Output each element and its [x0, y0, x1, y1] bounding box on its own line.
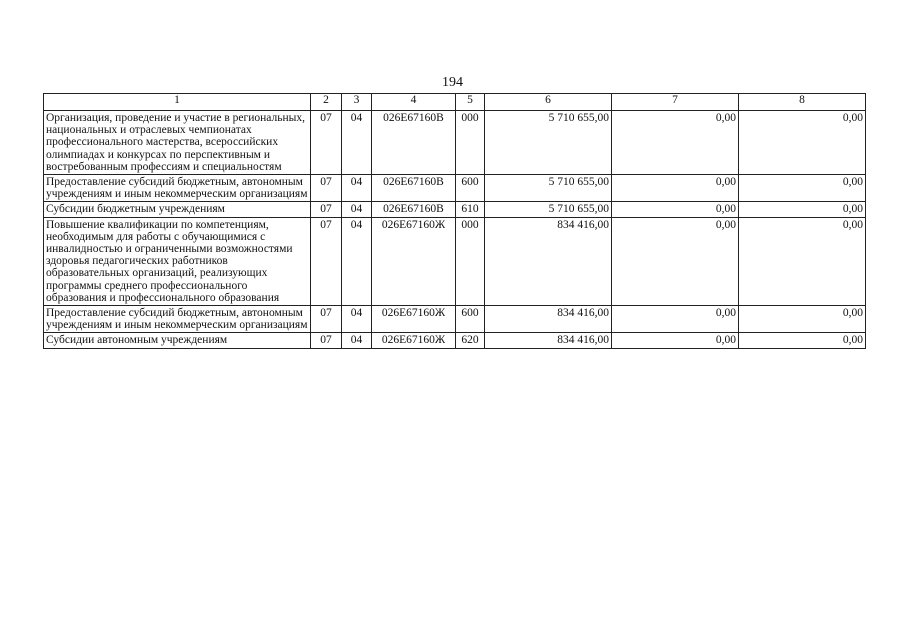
- column-header: 3: [342, 94, 372, 111]
- target-article-code: 026Е67160В: [372, 111, 456, 175]
- target-article-code: 026Е67160В: [372, 175, 456, 202]
- amount-col-8: 0,00: [739, 111, 866, 175]
- section-code: 07: [311, 333, 342, 348]
- section-code: 07: [311, 202, 342, 217]
- expense-type-code: 600: [456, 175, 485, 202]
- amount-col-7: 0,00: [612, 333, 739, 348]
- amount-col-8: 0,00: [739, 306, 866, 333]
- column-header: 5: [456, 94, 485, 111]
- target-article-code: 026Е67160Ж: [372, 217, 456, 305]
- subsection-code: 04: [342, 202, 372, 217]
- amount-col-6: 834 416,00: [485, 333, 612, 348]
- table-row: [44, 306, 866, 333]
- section-code: 07: [311, 306, 342, 333]
- subsection-code: 04: [342, 111, 372, 175]
- target-article-code: 026Е67160Ж: [372, 306, 456, 333]
- subsection-code: 04: [342, 306, 372, 333]
- table-row: [44, 217, 866, 305]
- subsection-code: 04: [342, 217, 372, 305]
- table-row: [44, 111, 866, 175]
- row-name: Субсидии бюджетным учреждениям: [44, 202, 311, 217]
- column-header: 8: [739, 94, 866, 111]
- column-header: 6: [485, 94, 612, 111]
- subsection-code: 04: [342, 333, 372, 348]
- amount-col-6: 5 710 655,00: [485, 202, 612, 217]
- expense-type-code: 620: [456, 333, 485, 348]
- expense-type-code: 000: [456, 217, 485, 305]
- row-name: Субсидии автономным учреждениям: [44, 333, 311, 348]
- section-code: 07: [311, 175, 342, 202]
- amount-col-8: 0,00: [739, 202, 866, 217]
- row-name: Предоставление субсидий бюджетным, автономным учреждениям и иным некоммерческим организациям: [44, 306, 311, 333]
- column-header: 4: [372, 94, 456, 111]
- amount-col-8: 0,00: [739, 217, 866, 305]
- amount-col-7: 0,00: [612, 175, 739, 202]
- row-name: Повышение квалификации по компетенциям, необходимым для работы с обучающимися с инвалидностью и ограниченными возможностями здоровья педагогических работников образовательных организаций, реализующих программы среднего профессионального образования и профессионального образования: [44, 217, 311, 305]
- row-name: Организация, проведение и участие в региональных, национальных и отраслевых чемпионатах профессионального мастерства, всероссийских олимпиадах и конкурсах по перспективным и востребованным профессиям и специальностям: [44, 111, 311, 175]
- section-code: 07: [311, 111, 342, 175]
- subsection-code: 04: [342, 175, 372, 202]
- column-header: 7: [612, 94, 739, 111]
- section-code: 07: [311, 217, 342, 305]
- amount-col-7: 0,00: [612, 217, 739, 305]
- page-number: 194: [442, 75, 463, 90]
- table-row: [44, 333, 866, 348]
- amount-col-8: 0,00: [739, 333, 866, 348]
- column-header: 2: [311, 94, 342, 111]
- row-name: Предоставление субсидий бюджетным, автономным учреждениям и иным некоммерческим организациям: [44, 175, 311, 202]
- amount-col-6: 834 416,00: [485, 306, 612, 333]
- table-row: [44, 175, 866, 202]
- amount-col-7: 0,00: [612, 202, 739, 217]
- budget-table: [43, 93, 866, 349]
- target-article-code: 026Е67160В: [372, 202, 456, 217]
- expense-type-code: 610: [456, 202, 485, 217]
- amount-col-7: 0,00: [612, 306, 739, 333]
- column-header: 1: [44, 94, 311, 111]
- table-row: [44, 202, 866, 217]
- amount-col-7: 0,00: [612, 111, 739, 175]
- amount-col-6: 5 710 655,00: [485, 175, 612, 202]
- target-article-code: 026Е67160Ж: [372, 333, 456, 348]
- expense-type-code: 600: [456, 306, 485, 333]
- amount-col-8: 0,00: [739, 175, 866, 202]
- expense-type-code: 000: [456, 111, 485, 175]
- amount-col-6: 5 710 655,00: [485, 111, 612, 175]
- header-row: [44, 94, 866, 111]
- amount-col-6: 834 416,00: [485, 217, 612, 305]
